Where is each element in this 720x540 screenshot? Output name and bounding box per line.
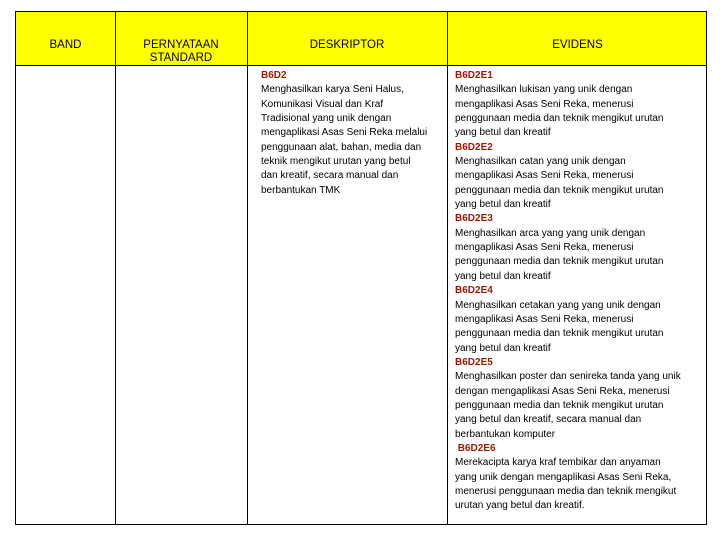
- evidens-text-line: Menghasilkan arca yang yang unik dengan: [455, 227, 646, 239]
- deskriptor-code: B6D2: [261, 70, 287, 81]
- evidens-text-line: penggunaan media dan teknik mengikut urutan: [455, 328, 664, 340]
- deskriptor-text-line: penggunaan alat, bahan, media dan: [261, 141, 422, 153]
- evidens-text-line: penggunaan media dan teknik mengikut urutan: [455, 184, 664, 196]
- evidens-text-line: penggunaan media dan teknik mengikut urutan: [455, 399, 664, 411]
- header-pernyataan-standard: [115, 39, 247, 65]
- evidens-text-line: Menghasilkan cetakan yang yang unik dengan: [455, 299, 661, 311]
- evidens-text-line: mengaplikasi Asas Seni Reka, menerusi: [455, 313, 634, 325]
- deskriptor-cell: [261, 69, 427, 198]
- evidens-text-line: Menghasilkan lukisan yang unik dengan: [455, 84, 633, 96]
- header-deskriptor-label: DESKRIPTOR: [309, 39, 385, 51]
- standards-table: [15, 11, 707, 525]
- column-divider: [115, 12, 116, 524]
- evidens-code: B6D2E6: [455, 442, 496, 454]
- header-evidens-label: EVIDENS: [552, 39, 603, 51]
- evidens-text-line: yang betul dan kreatif: [455, 127, 551, 139]
- header-standard-label: STANDARD: [149, 52, 213, 64]
- evidens-text-line: mengaplikasi Asas Seni Reka, menerusi: [455, 170, 634, 182]
- column-divider: [447, 12, 448, 524]
- header-band-label: BAND: [49, 39, 82, 51]
- evidens-text-line: penggunaan media dan teknik mengikut urutan: [455, 113, 664, 125]
- evidens-cell: [455, 69, 681, 514]
- evidens-text-line: Menghasilkan catan yang unik dengan: [455, 156, 626, 168]
- evidens-code: B6D2E2: [455, 141, 493, 153]
- deskriptor-text-line: mengaplikasi Asas Seni Reka melalui: [261, 127, 428, 139]
- evidens-text-line: Merekacipta karya kraf tembikar dan anyaman: [455, 457, 661, 469]
- evidens-text-line: urutan yang betul dan kreatif.: [455, 500, 585, 512]
- evidens-code: B6D2E4: [455, 285, 493, 297]
- deskriptor-text-line: berbantukan TMK: [261, 184, 341, 196]
- evidens-text-line: mengaplikasi Asas Seni Reka, menerusi: [455, 242, 634, 254]
- header-band: [16, 39, 115, 52]
- evidens-code: B6D2E5: [455, 356, 493, 368]
- deskriptor-text-line: Menghasilkan karya Seni Halus,: [261, 84, 404, 96]
- evidens-text-line: yang unik dengan mengaplikasi Asas Seni Reka,: [455, 471, 672, 483]
- header-deskriptor: [247, 39, 447, 52]
- evidens-text-line: berbantukan komputer: [455, 428, 556, 440]
- column-divider: [247, 12, 248, 524]
- deskriptor-text-line: Komunikasi Visual dan Kraf: [261, 98, 384, 110]
- evidens-text-line: yang betul dan kreatif: [455, 199, 551, 211]
- deskriptor-text-line: Tradisional yang unik dengan: [261, 113, 392, 125]
- evidens-text-line: menerusi penggunaan media dan teknik mengikut: [455, 485, 677, 497]
- evidens-text-line: penggunaan media dan teknik mengikut urutan: [455, 256, 664, 268]
- evidens-text-line: mengaplikasi Asas Seni Reka, menerusi: [455, 98, 634, 110]
- evidens-text-line: yang betul dan kreatif, secara manual dan: [455, 414, 642, 426]
- evidens-text-line: dengan mengaplikasi Asas Seni Reka, menerusi: [455, 385, 670, 397]
- header-evidens: [447, 39, 708, 52]
- evidens-text-line: yang betul dan kreatif: [455, 270, 551, 282]
- deskriptor-text-line: teknik mengikut urutan yang betul: [261, 156, 411, 168]
- evidens-text-line: yang betul dan kreatif: [455, 342, 551, 354]
- evidens-code: B6D2E1: [455, 70, 493, 81]
- evidens-text-line: Menghasilkan poster dan senireka tanda yang unik: [455, 371, 681, 383]
- evidens-code: B6D2E3: [455, 213, 493, 225]
- deskriptor-text-line: dan kreatif, secara manual dan: [261, 170, 399, 182]
- header-pernyataan-label: PERNYATAAN: [143, 39, 219, 51]
